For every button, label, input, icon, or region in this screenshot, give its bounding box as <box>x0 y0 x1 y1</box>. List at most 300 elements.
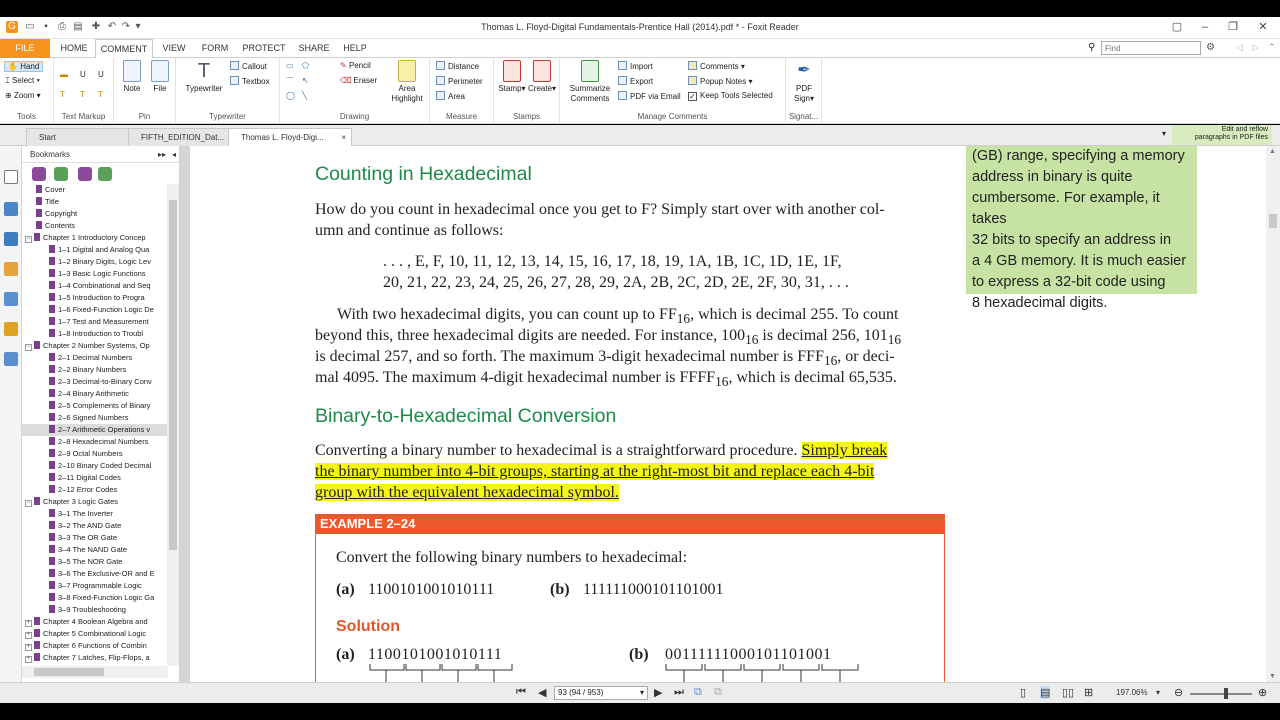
bookmark-icon <box>49 353 55 361</box>
forward-arrow-icon[interactable]: ▷ <box>1252 42 1259 52</box>
group-drawing <box>280 58 430 124</box>
bookmark-item[interactable] <box>22 604 168 616</box>
file-attach-button[interactable] <box>148 60 172 94</box>
area-measure-button[interactable] <box>436 91 465 101</box>
paragraph-1-line1: How do you count in hexadecimal once you get to F? Simply start over with another col- <box>315 201 885 218</box>
drawing-group-label: Drawing <box>339 112 370 121</box>
keep-tools-selected-checkbox[interactable] <box>688 91 773 101</box>
expand-toggle-icon[interactable]: − <box>26 500 31 506</box>
perimeter-button[interactable] <box>436 76 483 86</box>
bookmark-icon <box>34 629 40 637</box>
solution-a-label: (a) <box>336 646 355 663</box>
bookmark-label: 3–6 The Exclusive-OR and E <box>58 569 155 578</box>
email-icon <box>618 91 627 100</box>
bookmark-item[interactable] <box>22 292 168 304</box>
bookmark-item[interactable] <box>22 412 168 424</box>
bookmark-item[interactable] <box>22 208 168 220</box>
first-page-icon[interactable]: ⏮ <box>516 686 526 698</box>
bookmark-icon <box>34 497 40 505</box>
page-number-text: 93 (94 / 953) <box>558 688 604 697</box>
page-thumbnails-icon[interactable] <box>4 170 18 184</box>
bookmark-icon <box>49 593 55 601</box>
tab-close-icon[interactable]: × <box>341 133 346 142</box>
export-button[interactable] <box>618 76 653 86</box>
document-scroll-thumb[interactable] <box>1269 214 1277 228</box>
bookmark-label: 1–2 Binary Digits, Logic Lev <box>58 257 151 266</box>
bookmark-label: 2–3 Decimal-to-Binary Conv <box>58 377 152 386</box>
bookmark-item[interactable] <box>22 256 168 268</box>
summarize-label-2: Comments <box>570 94 610 103</box>
bookmark-icon <box>49 581 55 589</box>
bookmark-icon <box>49 317 55 325</box>
textbox-icon <box>230 76 239 85</box>
paragraph-3-line2 <box>315 461 874 482</box>
edit-reflow-banner[interactable] <box>1172 125 1272 145</box>
bookmark-label: Chapter 7 Latches, Flip-Flops, a <box>43 653 150 662</box>
strikeout-icon[interactable]: T <box>60 90 65 99</box>
customize-arrow-icon[interactable]: ▾ <box>135 21 141 32</box>
move-bookmark-icon[interactable] <box>78 167 92 181</box>
bookmark-icon <box>49 509 55 517</box>
collapse-ribbon-icon[interactable]: ⌃ <box>1268 42 1276 52</box>
bookmark-properties-icon[interactable] <box>98 167 112 181</box>
summarize-comments-button[interactable] <box>564 60 616 104</box>
pencil-button[interactable] <box>340 61 371 70</box>
bookmark-label: 1–7 Test and Measurement <box>58 317 149 326</box>
export-icon <box>618 76 627 85</box>
bookmark-item[interactable] <box>22 304 168 316</box>
comments-dropdown[interactable]: Comments ▾ <box>688 61 745 71</box>
lock-icon[interactable] <box>4 322 18 336</box>
manage-comments-group-label: Manage Comments <box>637 112 708 121</box>
last-page-icon[interactable]: ⏭ <box>674 686 684 698</box>
grouping-brackets <box>368 662 928 682</box>
attachments-icon[interactable] <box>4 262 18 276</box>
bookmark-label: 1–1 Digital and Analog Qua <box>58 245 150 254</box>
minimize-button[interactable]: – <box>1201 21 1209 33</box>
page-number-field[interactable] <box>554 686 648 700</box>
callout-icon <box>230 61 239 70</box>
eraser-label: Eraser <box>353 76 378 85</box>
zoom-out-icon[interactable]: ⊖ <box>1174 687 1184 699</box>
bookmark-icon <box>49 533 55 541</box>
tools-group-label: Tools <box>17 112 36 121</box>
bookmark-label: 2–1 Decimal Numbers <box>58 353 133 362</box>
polygon-icon[interactable]: ⬠ <box>302 61 309 70</box>
hand-icon: ✋ <box>8 62 18 71</box>
bookmark-label: 2–6 Signed Numbers <box>58 413 129 422</box>
bookmark-label: 2–11 Digital Codes <box>58 473 121 482</box>
bookmark-item[interactable] <box>22 652 168 664</box>
bookmark-item[interactable] <box>22 556 168 568</box>
bookmarks-tree <box>22 184 168 666</box>
area-highlight-label-1: Area <box>398 84 416 93</box>
pin-group-label: Pin <box>138 112 151 121</box>
panel-options-icon[interactable]: ▸▸ <box>157 150 166 159</box>
bookmark-item[interactable] <box>22 184 168 196</box>
paragraph-3-line1 <box>315 440 887 461</box>
bookmark-item[interactable] <box>22 280 168 292</box>
expand-toggle-icon[interactable]: + <box>26 644 31 650</box>
reflow-line1: Edit and reflow <box>1221 126 1268 133</box>
bookmark-icon <box>49 425 55 433</box>
bookmark-label: Copyright <box>45 209 78 218</box>
bookmark-label: Chapter 4 Boolean Algebra and <box>43 617 148 626</box>
heading-binary-to-hex: Binary-to-Hexadecimal Conversion <box>315 405 617 427</box>
sidenote-box <box>966 146 1197 311</box>
bookmark-item[interactable] <box>22 472 168 484</box>
bookmark-label: Chapter 3 Logic Gates <box>43 497 119 506</box>
menu-bar <box>0 39 1280 58</box>
settings-gear-icon[interactable]: ⚙ <box>1206 42 1215 53</box>
highlighted-text[interactable]: the binary number into 4-bit groups, starting at the right-most bit and replace each 4-bit <box>315 463 875 480</box>
single-page-icon[interactable]: ▯ <box>1020 687 1027 699</box>
panel-splitter[interactable] <box>180 146 190 682</box>
expand-toggle-icon[interactable]: − <box>26 236 31 242</box>
bookmarks-horizontal-scrollbar[interactable] <box>22 666 168 678</box>
search-input[interactable] <box>1101 41 1201 55</box>
bookmark-icon <box>49 293 55 301</box>
bookmark-icon <box>49 473 55 481</box>
subscript-16: 16 <box>715 374 729 390</box>
bookmark-item[interactable] <box>22 592 168 604</box>
hand-tool-button[interactable] <box>4 61 43 72</box>
app-logo-icon[interactable]: G <box>6 21 18 33</box>
bookmarks-title: Bookmarks <box>30 150 71 159</box>
zoom-level[interactable]: 197.06% <box>1116 688 1148 697</box>
popup-notes-dropdown[interactable]: Popup Notes ▾ <box>688 76 753 86</box>
bookmark-label: 3–1 The Inverter <box>58 509 113 518</box>
keep-tools-label: Keep Tools Selected <box>700 91 773 100</box>
bookmark-item[interactable] <box>22 496 168 508</box>
expand-toggle-icon[interactable]: − <box>26 344 31 350</box>
bookmark-item[interactable] <box>22 448 168 460</box>
undo-icon[interactable]: ↶ <box>107 21 117 32</box>
pencil-icon: ✎ <box>340 61 347 70</box>
bookmark-item[interactable] <box>22 316 168 328</box>
reflow-line2: paragraphs in PDF files <box>1194 134 1268 141</box>
p2-text: , or deci- <box>837 348 895 365</box>
bookmark-icon <box>34 653 40 661</box>
bookmark-item[interactable] <box>22 580 168 592</box>
redo-icon[interactable]: ↷ <box>121 21 131 32</box>
insert-text-icon[interactable]: T <box>98 90 103 99</box>
close-button[interactable]: ✕ <box>1258 21 1268 33</box>
p2-text: beyond this, three hexadecimal digits are needed. For instance, 100 <box>315 327 746 344</box>
new-icon[interactable]: ✚ <box>91 21 101 32</box>
bookmark-item[interactable] <box>22 640 168 652</box>
bookmark-icon <box>49 377 55 385</box>
squiggly-icon[interactable]: U <box>98 70 104 79</box>
maximize-button[interactable]: ❐ <box>1228 21 1238 33</box>
tab-file[interactable]: FILE <box>0 39 50 58</box>
zoom-tool-button[interactable]: ⊕ Zoom ▾ <box>5 91 41 100</box>
tab-comment[interactable]: COMMENT <box>95 39 153 59</box>
facing-pages-icon[interactable]: ▯▯ <box>1062 687 1075 699</box>
heading-counting-hex: Counting in Hexadecimal <box>315 163 532 185</box>
eraser-icon: ⌫ <box>340 76 352 85</box>
bookmark-label: Contents <box>45 221 76 230</box>
bookmark-item[interactable] <box>22 616 168 628</box>
replace-text-icon[interactable]: T <box>80 90 85 99</box>
expand-toggle-icon[interactable]: + <box>26 656 31 662</box>
document-page <box>190 146 1266 682</box>
paragraph-1-line2: umn and continue as follows: <box>315 222 504 239</box>
bookmark-label: 2–10 Binary Coded Decimal <box>58 461 152 470</box>
window-title: Thomas L. Floyd-Digital Fundamentals-Prentice Hall (2014).pdf * - Foxit Reader <box>481 22 799 32</box>
bookmark-item[interactable] <box>22 508 168 520</box>
back-arrow-icon[interactable]: ◁ <box>1236 42 1243 52</box>
pdf-sign-button[interactable]: ✒ PDF Sign▾ <box>793 62 815 103</box>
rectangle-icon[interactable]: ▭ <box>286 61 294 70</box>
bookmark-item[interactable] <box>22 232 168 244</box>
eraser-button[interactable] <box>340 76 377 85</box>
select-tool-button[interactable]: ⌶ Select ▾ <box>5 76 40 85</box>
next-page-icon[interactable]: ▶ <box>654 687 663 699</box>
save-icon[interactable]: ▪ <box>44 21 48 32</box>
p2-text: With two hexadecimal digits, you can count up to FF <box>337 306 677 323</box>
previous-view-icon[interactable]: ⧉ <box>694 686 702 698</box>
continuous-facing-icon[interactable]: ⊞ <box>1084 687 1094 699</box>
scroll-down-icon[interactable]: ▼ <box>1269 673 1276 680</box>
bookmark-icon <box>36 221 42 229</box>
bookmark-icon <box>49 245 55 253</box>
bookmark-icon <box>49 413 55 421</box>
add-bookmark-icon[interactable] <box>32 167 46 181</box>
subscript-16: 16 <box>887 332 902 348</box>
area-highlight-button[interactable] <box>386 60 428 104</box>
create-stamp-button[interactable]: Create▾ <box>528 60 556 94</box>
sidenote-line: 8 hexadecimal digits. <box>972 295 1108 311</box>
bookmark-label: 1–8 Introduction to Troubl <box>58 329 144 338</box>
bookmark-icon <box>49 557 55 565</box>
note-label: Note <box>123 84 141 93</box>
group-typewriter <box>176 58 280 124</box>
pdf-via-email-button[interactable] <box>618 91 681 101</box>
example-b-value: 111111000101101001 <box>583 581 724 598</box>
callout-label: Callout <box>242 62 267 71</box>
underline-icon[interactable]: U <box>80 70 86 79</box>
bookmark-icon <box>49 305 55 313</box>
file-label: File <box>153 84 167 93</box>
example-b-label: (b) <box>550 581 570 598</box>
polyline-icon[interactable]: ⌒ <box>286 77 294 86</box>
page-dropdown-icon[interactable]: ▾ <box>639 688 644 697</box>
comments-label: Comments <box>700 62 739 71</box>
paragraph-2-line4 <box>315 367 897 392</box>
solution-heading: Solution <box>336 618 400 635</box>
bookmark-label: 3–9 Troubleshooting <box>58 605 126 614</box>
tab-share[interactable]: SHARE <box>298 43 330 53</box>
bookmarks-toolbar <box>22 164 180 186</box>
pdf-via-email-label: PDF via Email <box>630 92 681 101</box>
bookmark-icon <box>49 329 55 337</box>
zoom-slider[interactable] <box>1190 693 1252 695</box>
layers-icon[interactable] <box>4 202 18 216</box>
callout-button[interactable] <box>230 61 267 71</box>
highlighted-text[interactable]: Simply break <box>801 442 888 459</box>
typewriter-icon: T <box>197 60 211 82</box>
bookmark-item[interactable] <box>22 364 168 376</box>
distance-button[interactable] <box>436 61 479 71</box>
bookmark-item[interactable] <box>22 484 168 496</box>
import-icon <box>618 61 627 70</box>
print-icon[interactable]: ⎙ <box>58 21 66 32</box>
previous-page-icon[interactable]: ◀ <box>538 687 547 699</box>
bookmark-icon <box>49 521 55 529</box>
expand-toggle-icon[interactable]: + <box>26 620 31 626</box>
tab-fifth-edition[interactable]: FIFTH_EDITION_Dat... <box>128 128 232 146</box>
area-measure-label: Area <box>448 92 465 101</box>
properties-icon[interactable]: ▤ <box>73 21 83 32</box>
top-black-bar <box>0 0 1280 17</box>
bookmark-item[interactable] <box>22 400 168 412</box>
create-stamp-icon <box>533 60 551 82</box>
title-bar <box>0 17 1280 39</box>
bookmark-label: 3–4 The NAND Gate <box>58 545 128 554</box>
sidenote-line: a 4 GB memory. It is much easier <box>972 253 1187 269</box>
bottom-black-bar <box>0 703 1280 720</box>
example-prompt: Convert the following binary numbers to hexadecimal: <box>336 549 688 566</box>
bookmarks-hscroll-thumb[interactable] <box>34 668 104 676</box>
bookmark-icon <box>34 341 40 349</box>
textbox-label: Textbox <box>242 77 270 86</box>
sidenote-line: 32 bits to specify an address in <box>972 232 1172 248</box>
expand-toggle-icon[interactable]: + <box>26 632 31 638</box>
bookmarks-panel <box>22 146 180 682</box>
paragraph-3-line3 <box>315 482 619 503</box>
stamp-button[interactable]: Stamp▾ <box>498 60 526 94</box>
file-icon <box>151 60 169 82</box>
group-measure <box>430 58 494 124</box>
tab-floyd-document[interactable] <box>228 128 352 146</box>
tab-protect[interactable]: PROTECT <box>242 43 286 53</box>
pen-sign-icon: ✒ <box>797 62 811 79</box>
bookmark-label: 1–4 Combinational and Seq <box>58 281 151 290</box>
bookmark-item[interactable] <box>22 424 168 436</box>
typewriter-button[interactable] <box>180 60 228 94</box>
example-box <box>315 534 945 682</box>
hex-sequence-1: . . . , E, F, 10, 11, 12, 13, 14, 15, 16, 17, 18, 19, 1A, 1B, 1C, 1D, 1E, 1F, <box>383 253 842 270</box>
bookmark-label: 1–3 Basic Logic Functions <box>58 269 146 278</box>
bookmark-icon <box>49 569 55 577</box>
bookmark-icon <box>36 197 42 205</box>
oval-icon[interactable]: ◯ <box>286 91 295 100</box>
bookmark-label: 3–5 The NOR Gate <box>58 557 123 566</box>
search-options-icon[interactable]: ⚲ <box>1088 42 1096 53</box>
stamp-label: Stamp <box>498 84 522 93</box>
subscript-16: 16 <box>676 311 691 327</box>
bookmark-item[interactable] <box>22 460 168 472</box>
expand-bookmark-icon[interactable] <box>54 167 68 181</box>
collapse-panel-icon[interactable]: ◂ <box>171 150 176 159</box>
pdf-sign-label-1: PDF <box>796 84 812 93</box>
bookmark-icon <box>49 449 55 457</box>
p2-text: mal 4095. The maximum 4-digit hexadecimal number is FFFF <box>315 369 716 386</box>
bookmark-label: 2–2 Binary Numbers <box>58 365 127 374</box>
bookmark-item[interactable] <box>22 436 168 448</box>
sidenote-line: address in binary is quite <box>972 169 1133 185</box>
pdf-sign-label-2: Sign <box>793 94 810 103</box>
zoom-slider-thumb[interactable] <box>1224 688 1228 699</box>
paperclip-icon[interactable] <box>4 292 18 306</box>
bookmark-icon <box>49 389 55 397</box>
highlighted-text[interactable]: group with the equivalent hexadecimal symbol. <box>315 484 619 501</box>
bookmark-label: 3–3 The OR Gate <box>58 533 118 542</box>
bookmark-label: 2–5 Complements of Binary <box>58 401 151 410</box>
bookmark-item[interactable] <box>22 340 168 352</box>
bookmark-item[interactable] <box>22 388 168 400</box>
restore-view-icon[interactable]: ▢ <box>1171 21 1183 33</box>
arrow-icon[interactable]: ↖ <box>302 76 309 85</box>
solution-b-value: 00111111000101101001 <box>665 646 832 663</box>
tab-view[interactable]: VIEW <box>162 43 186 53</box>
scroll-up-icon[interactable]: ▲ <box>1269 148 1276 155</box>
bookmarks-scroll-thumb[interactable] <box>169 200 177 550</box>
group-stamps <box>494 58 560 124</box>
bookmark-item[interactable] <box>22 520 168 532</box>
tab-start[interactable]: Start <box>26 128 132 146</box>
bookmark-item[interactable] <box>22 352 168 364</box>
bookmark-item[interactable] <box>22 376 168 388</box>
bookmark-item[interactable] <box>22 196 168 208</box>
bookmark-icon <box>36 209 42 217</box>
bookmark-item[interactable] <box>22 568 168 580</box>
perimeter-label: Perimeter <box>448 77 483 86</box>
open-icon[interactable]: ▭ <box>25 21 35 32</box>
select-icon: ⌶ <box>5 76 10 85</box>
subscript-16: 16 <box>745 332 759 348</box>
bookmark-label: Chapter 5 Combinational Logic <box>43 629 146 638</box>
tab-form[interactable]: FORM <box>201 43 229 53</box>
example-a-label: (a) <box>336 581 355 598</box>
tab-home[interactable]: HOME <box>60 43 88 53</box>
continuous-page-icon[interactable]: ▤ <box>1040 687 1051 699</box>
bookmark-item[interactable] <box>22 220 168 232</box>
distance-icon <box>436 61 445 70</box>
import-button[interactable] <box>618 61 653 71</box>
zoom-in-icon[interactable]: ⊕ <box>1258 687 1268 699</box>
group-pin <box>114 58 176 124</box>
zoom-dropdown-icon[interactable]: ▾ <box>1156 688 1161 697</box>
bookmark-label: 1–5 Introduction to Progra <box>58 293 145 302</box>
group-manage-comments <box>560 58 786 124</box>
group-signature <box>786 58 822 124</box>
signature-panel-icon[interactable] <box>4 352 18 366</box>
bookmark-icon <box>36 185 42 193</box>
bookmark-item[interactable] <box>22 544 168 556</box>
next-view-icon[interactable]: ⧉ <box>714 686 722 698</box>
bookmark-item[interactable] <box>22 532 168 544</box>
tab-list-arrow-icon[interactable]: ▾ <box>1162 129 1167 138</box>
tab-help[interactable]: HELP <box>343 43 367 53</box>
bookmark-label: 3–7 Programmable Logic <box>58 581 142 590</box>
textbox-button[interactable] <box>230 76 270 86</box>
bookmark-item[interactable] <box>22 244 168 256</box>
bookmark-icon <box>49 365 55 373</box>
bookmarks-scrollbar[interactable] <box>167 184 179 666</box>
comments-panel-icon[interactable] <box>4 232 18 246</box>
zoom-icon: ⊕ <box>5 91 12 100</box>
bookmark-item[interactable] <box>22 268 168 280</box>
highlight-text-icon[interactable]: ▬ <box>60 70 68 79</box>
area-highlight-icon <box>398 60 416 82</box>
bookmark-item[interactable] <box>22 328 168 340</box>
bookmark-item[interactable] <box>22 628 168 640</box>
line-icon[interactable]: ╲ <box>302 91 307 100</box>
note-button[interactable] <box>120 60 144 94</box>
document-scrollbar[interactable] <box>1266 146 1280 682</box>
